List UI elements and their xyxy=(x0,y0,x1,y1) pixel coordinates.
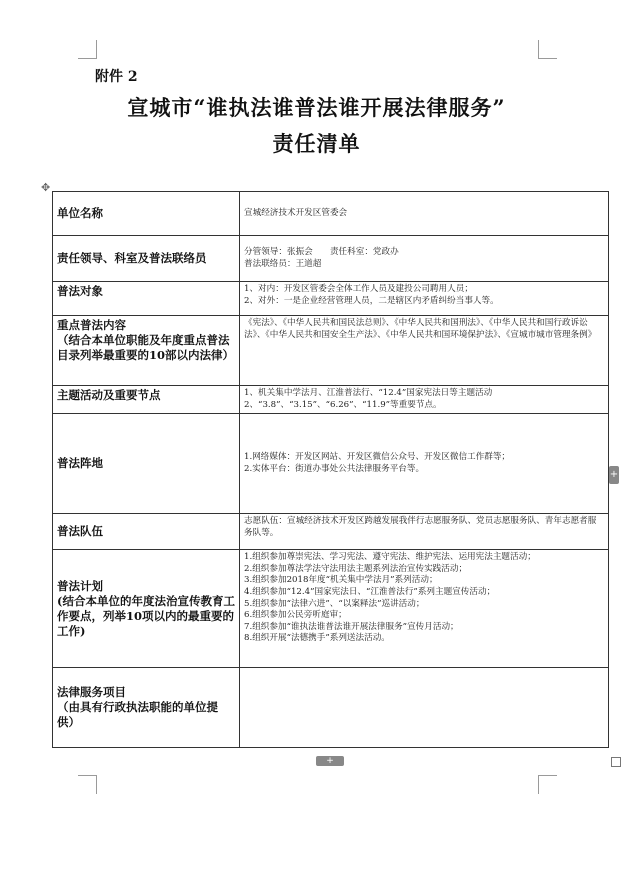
table-row-team xyxy=(53,514,609,550)
row-content xyxy=(240,386,609,414)
row-label: 普法对象 xyxy=(53,282,240,316)
content-line: 分管领导：张振会 责任科室：党政办 xyxy=(244,246,399,257)
row-label-main: 普法计划 xyxy=(57,578,103,593)
crop-mark-bottom-left xyxy=(78,775,97,794)
content-line: 《宪法》、《中华人民共和国民法总则》、《中华人民共和国刑法》、《中华人民共和国行政诉讼法》、《中华人民共和国安全生产法》、《中华人民共和国环境保护法》、《宣城市城市管理条例》 xyxy=(244,318,597,340)
row-label-note: （由具有行政执法职能的单位提供） xyxy=(57,700,218,730)
row-label: 普法队伍 xyxy=(53,514,240,550)
row-label: 主题活动及重要节点 xyxy=(53,386,240,414)
content-line: 1、对内：开发区管委会全体工作人员及建投公司聘用人员； xyxy=(244,284,473,294)
row-label: 单位名称 xyxy=(53,192,240,236)
content-line: 2、对外：一是企业经营管理人员，二是辖区内矛盾纠纷当事人等。 xyxy=(244,295,499,306)
table-row-legal-services xyxy=(53,668,609,748)
table-row-responsible-leader xyxy=(53,236,609,282)
crop-mark-top-left xyxy=(78,40,97,59)
table-row-key-content xyxy=(53,316,609,386)
content-line: 2、“3.8”、“3.15”、“6.26”、“11.9”等重要节点。 xyxy=(244,399,442,410)
document-subtitle: 责任清单 xyxy=(272,131,361,156)
row-label xyxy=(53,668,240,748)
row-content[interactable] xyxy=(240,668,609,748)
table-move-handle-icon[interactable]: ✥ xyxy=(41,181,51,194)
table-row-audience xyxy=(53,282,609,316)
content-line: 1、机关集中学法月、江淮普法行、“12.4”国家宪法日等主题活动 xyxy=(244,388,493,398)
row-label-note: （结合本单位职能及年度重点普法目录列举最重要的10部以内法律） xyxy=(57,333,235,362)
row-label: 普法阵地 xyxy=(53,414,240,514)
content-line: 6.组织参加公民旁听庭审； xyxy=(244,610,347,621)
content-line: 5.组织参加“法律六进”、“以案释法”巡讲活动； xyxy=(244,598,425,609)
content-line: 志愿队伍：宣城经济技术开发区跨越发展我伴行志愿服务队、党员志愿服务队、青年志愿者服务队等。 xyxy=(244,516,597,538)
row-content xyxy=(240,550,609,668)
crop-mark-bottom-right xyxy=(538,775,557,794)
row-label xyxy=(53,550,240,668)
row-label-note: (结合本单位的年度法治宣传教育工作要点，列举10项以内的最重要的工作) xyxy=(57,593,235,638)
table-resize-handle[interactable] xyxy=(611,757,621,767)
row-label xyxy=(53,316,240,386)
content-line: 1.组织参加尊崇宪法、学习宪法、遵守宪法、维护宪法、运用宪法主题活动； xyxy=(244,552,536,563)
content-line: 7.组织参加“谁执法谁普法谁开展法律服务”宣传月活动； xyxy=(244,621,459,632)
row-label-main: 重点普法内容 xyxy=(57,318,126,332)
content-line: 4.组织参加“12.4”国家宪法日、“江淮普法行”系列主题宣传活动； xyxy=(244,586,496,597)
row-content xyxy=(240,236,609,282)
table-row-activities xyxy=(53,386,609,414)
content-line: 8.组织开展“法德携手”系列送法活动。 xyxy=(244,633,390,644)
row-content xyxy=(240,514,609,550)
content-line: 2.组织参加尊法学法守法用法主题系列法治宣传实践活动； xyxy=(244,563,468,574)
document-title: 宣城市“谁执法谁普法谁开展法律服务” xyxy=(127,95,506,120)
responsibility-table xyxy=(52,191,609,748)
row-content xyxy=(240,316,609,386)
table-row-plan xyxy=(53,550,609,668)
row-content xyxy=(240,414,609,514)
crop-mark-top-right xyxy=(538,40,557,59)
content-line: 2.实体平台：街道办事处公共法律服务平台等。 xyxy=(244,463,425,474)
row-content xyxy=(240,192,609,236)
add-column-button[interactable]: + xyxy=(609,466,619,484)
row-content xyxy=(240,282,609,316)
row-label-main: 法律服务项目 xyxy=(57,685,126,700)
row-label: 责任领导、科室及普法联络员 xyxy=(53,236,240,282)
content-line: 普法联络员：王道超 xyxy=(244,258,322,269)
content-line: 宣城经济技术开发区管委会 xyxy=(244,207,348,218)
content-line: 1.网络媒体：开发区网站、开发区微信公众号、开发区微信工作群等； xyxy=(244,452,511,463)
content-line: 3.组织参加2018年度“机关集中学法月”系列活动； xyxy=(244,575,438,586)
table-row-venues xyxy=(53,414,609,514)
attachment-label: 附件 2 xyxy=(95,69,138,85)
table-row-unit-name xyxy=(53,192,609,236)
add-row-button[interactable]: + xyxy=(316,756,344,766)
